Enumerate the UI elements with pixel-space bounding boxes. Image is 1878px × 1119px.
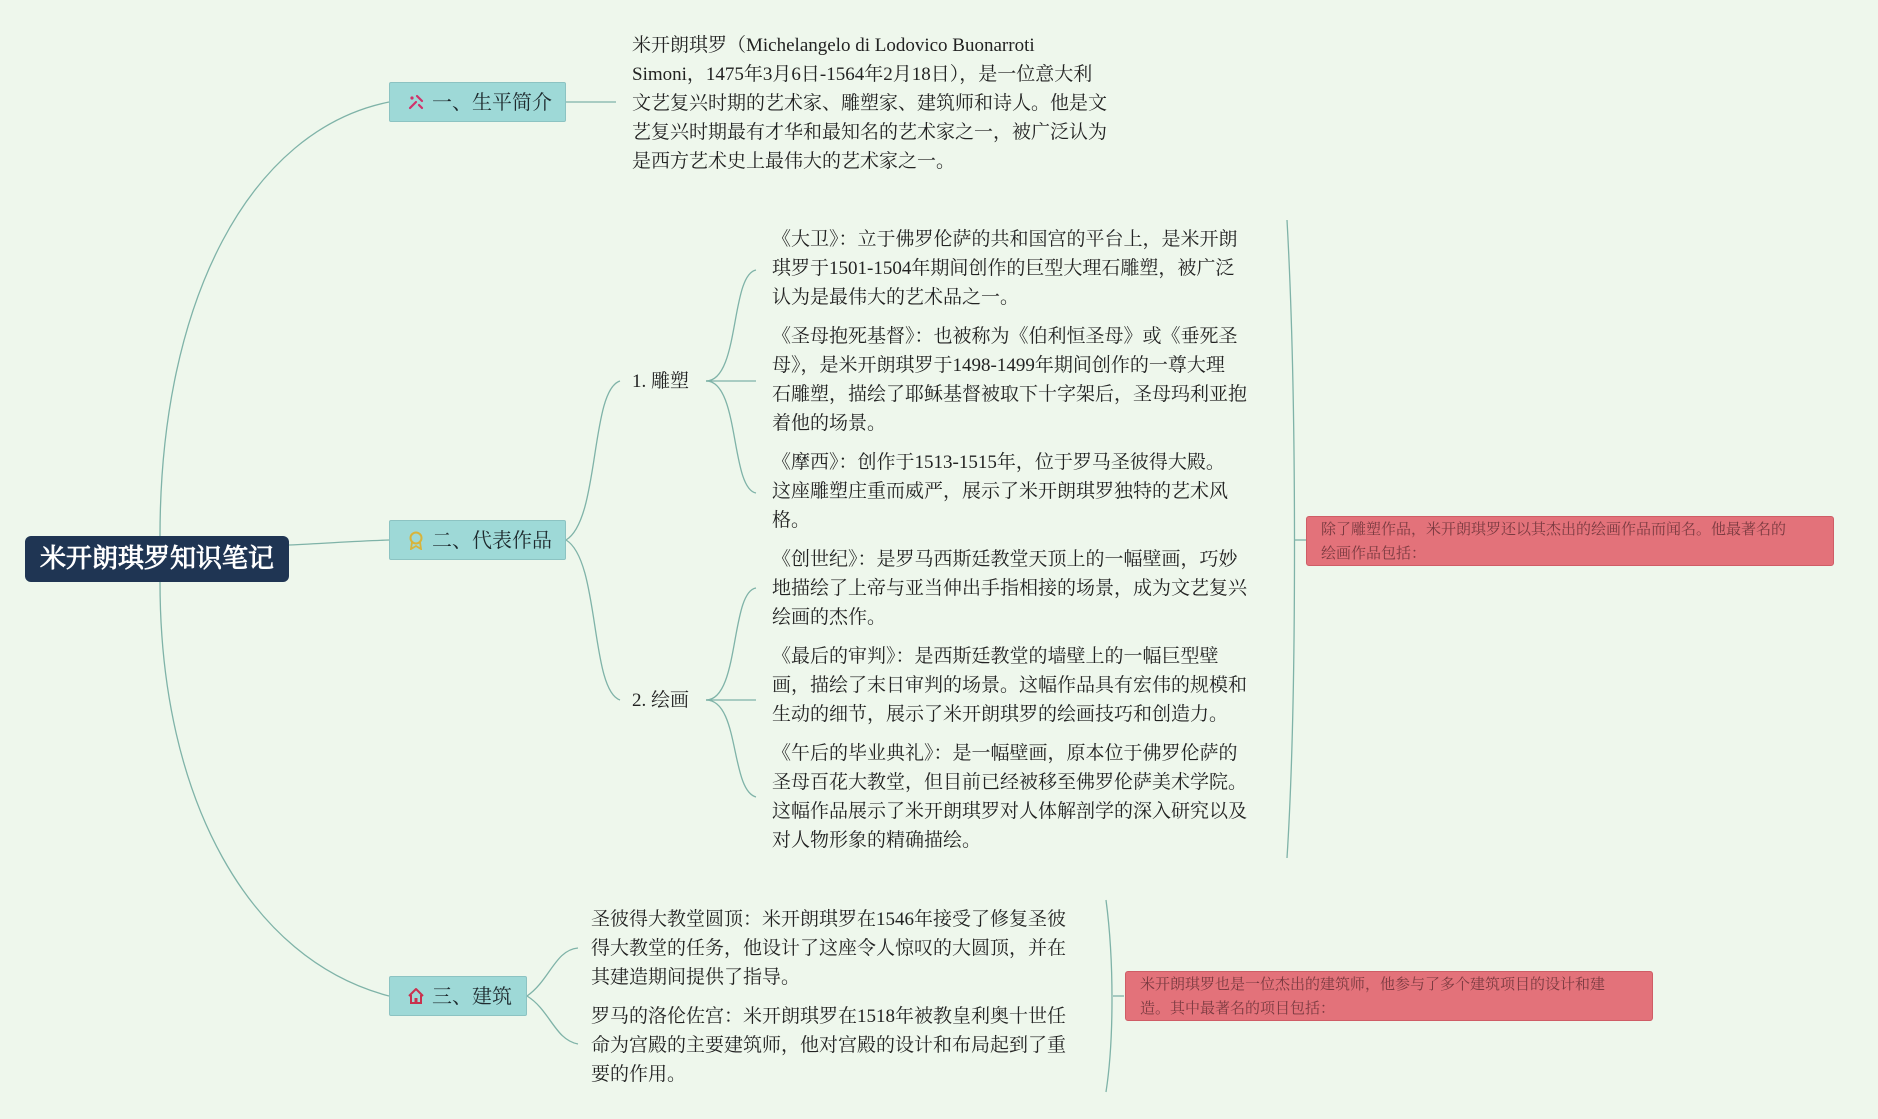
- work-item-last-judgment[interactable]: [772, 642, 1247, 729]
- text-line: Simoni，1475年3月6日-1564年2月18日），是一位意大利: [632, 64, 1093, 85]
- text-line: 除了雕塑作品，米开朗琪罗还以其杰出的绘画作品而闻名。他最著名的: [1321, 520, 1787, 538]
- work-item-moses[interactable]: [772, 448, 1228, 535]
- text-line: 《圣母抱死基督》：也被称为《伯利恒圣母》或《垂死圣: [772, 326, 1238, 347]
- text-line: 其建造期间提供了指导。: [591, 967, 801, 988]
- work-item-pieta[interactable]: [772, 322, 1247, 438]
- text-line: 得大教堂的任务，他设计了这座令人惊叹的大圆顶，并在: [591, 938, 1067, 959]
- text-line: 这座雕塑庄重而威严，展示了米开朗琪罗独特的艺术风: [772, 481, 1229, 502]
- text-line: 米开朗琪罗（Michelangelo di Lodovico Buonarroti: [632, 35, 1035, 56]
- text-line: 《午后的毕业典礼》：是一幅壁画，原本位于佛罗伦萨的: [772, 743, 1238, 764]
- text-line: 《创世纪》：是罗马西斯廷教堂天顶上的一幅壁画，巧妙: [772, 549, 1238, 570]
- text-line: 认为是最伟大的艺术品之一。: [772, 287, 1020, 308]
- text-line: 生动的细节，展示了米开朗琪罗的绘画技巧和创造力。: [772, 704, 1229, 725]
- text-line: 要的作用。: [591, 1064, 687, 1085]
- tools-icon: [406, 92, 426, 112]
- work-item-genesis[interactable]: [772, 545, 1247, 632]
- text-line: 米开朗琪罗也是一位杰出的建筑师，他参与了多个建筑项目的设计和建: [1140, 975, 1606, 993]
- text-line: 《摩西》：创作于1513-1515年，位于罗马圣彼得大殿。: [772, 452, 1225, 473]
- home-icon: [406, 986, 426, 1006]
- ribbon-icon: [406, 530, 426, 550]
- text-line: 是西方艺术史上最伟大的艺术家之一。: [632, 151, 956, 172]
- text-line: 这幅作品展示了米开朗琪罗对人体解剖学的深入研究以及: [772, 801, 1248, 822]
- text-line: 造。其中最著名的项目包括：: [1140, 999, 1336, 1017]
- text-line: 命为宫殿的主要建筑师，他对宫殿的设计和布局起到了重: [591, 1035, 1067, 1056]
- branch-biography[interactable]: [389, 82, 566, 122]
- text-line: 画，描绘了末日审判的场景。这幅作品具有宏伟的规模和: [772, 675, 1248, 696]
- sub-node-sculpture[interactable]: 1. 雕塑: [632, 371, 690, 392]
- text-line: 艺复兴时期最有才华和最知名的艺术家之一，被广泛认为: [632, 122, 1108, 143]
- text-line: 母》，是米开朗琪罗于1498-1499年期间创作的一尊大理: [772, 355, 1225, 376]
- sub-node-painting[interactable]: 2. 绘画: [632, 690, 690, 711]
- text-line: 格。: [772, 510, 811, 531]
- text-line: 《大卫》：立于佛罗伦萨的共和国宫的平台上，是米开朗: [772, 229, 1238, 250]
- branch-works[interactable]: [389, 520, 566, 560]
- text-line: 对人物形象的精确描绘。: [772, 830, 982, 851]
- architecture-summary-note[interactable]: [1125, 971, 1653, 1021]
- root-node[interactable]: 米开朗琪罗知识笔记: [25, 536, 289, 582]
- bio-text[interactable]: [632, 31, 1107, 176]
- text-line: 石雕塑，描绘了耶稣基督被取下十字架后，圣母玛利亚抱: [772, 384, 1248, 405]
- text-line: 文艺复兴时期的艺术家、雕塑家、建筑师和诗人。他是文: [632, 93, 1108, 114]
- text-line: 罗马的洛伦佐宫：米开朗琪罗在1518年被教皇利奥十世任: [591, 1006, 1067, 1027]
- text-line: 圣母百花大教堂，但目前已经被移至佛罗伦萨美术学院。: [772, 772, 1248, 793]
- text-line: 着他的场景。: [772, 413, 887, 434]
- branch-label: 二、代表作品: [432, 528, 552, 552]
- work-item-david[interactable]: [772, 225, 1238, 312]
- text-line: 绘画作品包括：: [1321, 544, 1427, 562]
- branch-label: 三、建筑: [432, 984, 512, 1008]
- branch-architecture[interactable]: [389, 976, 527, 1016]
- text-line: 《最后的审判》：是西斯廷教堂的墙壁上的一幅巨型壁: [772, 646, 1219, 667]
- work-item-afternoon-ceremony[interactable]: [772, 739, 1247, 855]
- branch-label: 一、生平简介: [432, 90, 552, 114]
- text-line: 地描绘了上帝与亚当伸出手指相接的场景，成为文艺复兴: [772, 578, 1248, 599]
- text-line: 绘画的杰作。: [772, 607, 887, 628]
- works-summary-note[interactable]: [1306, 516, 1834, 566]
- text-line: 圣彼得大教堂圆顶：米开朗琪罗在1546年接受了修复圣彼: [591, 909, 1067, 930]
- text-line: 琪罗于1501-1504年期间创作的巨型大理石雕塑，被广泛: [772, 258, 1235, 279]
- arch-item-st-peters[interactable]: [591, 905, 1066, 992]
- arch-item-lorenzo-palace[interactable]: [591, 1002, 1066, 1089]
